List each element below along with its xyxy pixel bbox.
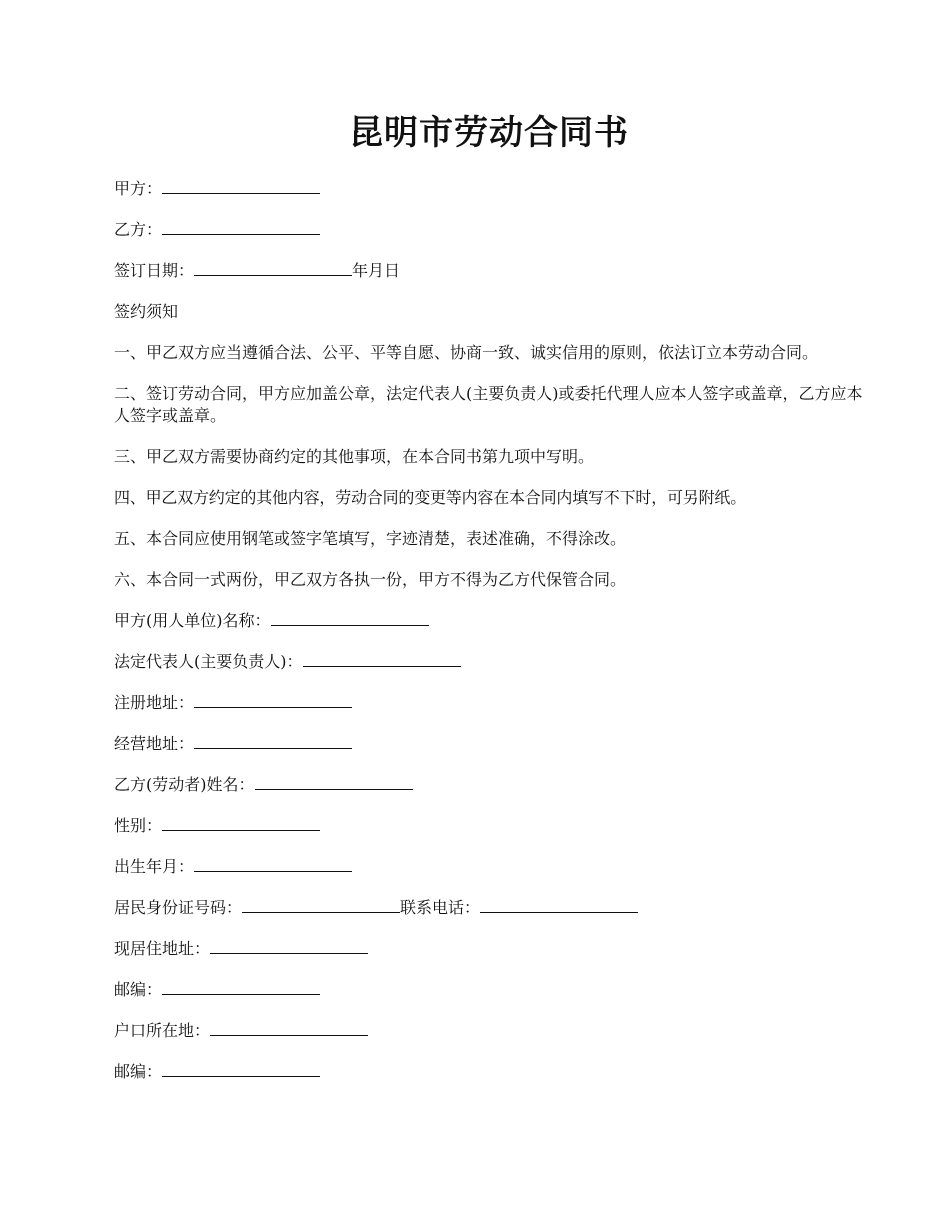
- postcode-line-1: [114, 979, 864, 1001]
- id-number-blank: [242, 898, 400, 913]
- notice-item-1: 一、甲乙双方应当遵循合法、公平、平等自愿、协商一致、诚实信用的原则，依法订立本劳动合同。: [114, 342, 819, 362]
- contract-page: [114, 110, 864, 1102]
- notice-item-2: 二、签订劳动合同，甲方应加盖公章，法定代表人(主要负责人)或委托代理人应本人签字或盖章，乙方应本人签字或盖章。: [114, 383, 863, 425]
- legal-rep-line: [114, 651, 864, 673]
- gender-label: 性别：: [114, 815, 163, 835]
- birth-line: [114, 856, 864, 878]
- postcode-label-2: 邮编：: [114, 1061, 163, 1081]
- party-a-line: [114, 178, 864, 200]
- reg-address-blank: [194, 693, 352, 708]
- sign-date-suffix: 年月日: [352, 260, 401, 280]
- phone-blank: [480, 898, 638, 913]
- postcode-blank-1: [162, 980, 320, 995]
- employer-name-line: [114, 610, 864, 632]
- gender-line: [114, 815, 864, 837]
- id-phone-line: [114, 897, 864, 919]
- worker-name-blank: [255, 775, 413, 790]
- biz-address-blank: [194, 734, 352, 749]
- current-address-label: 现居住地址：: [114, 938, 211, 958]
- hukou-blank: [210, 1021, 368, 1036]
- hukou-label: 户口所在地：: [114, 1020, 211, 1040]
- sign-date-line: [114, 260, 864, 282]
- worker-name-label: 乙方(劳动者)姓名：: [114, 774, 255, 794]
- current-address-blank: [210, 939, 368, 954]
- employer-name-label: 甲方(用人单位)名称：: [114, 610, 271, 630]
- id-number-label: 居民身份证号码：: [114, 897, 243, 917]
- biz-address-line: [114, 733, 864, 755]
- birth-label: 出生年月：: [114, 856, 195, 876]
- gender-blank: [162, 816, 320, 831]
- biz-address-label: 经营地址：: [114, 733, 195, 753]
- legal-rep-blank: [303, 652, 461, 667]
- sign-date-label: 签订日期：: [114, 260, 195, 280]
- birth-blank: [194, 857, 352, 872]
- postcode-line-2: [114, 1061, 864, 1083]
- notice-item-5: 五、本合同应使用钢笔或签字笔填写，字迹清楚，表述准确，不得涂改。: [114, 528, 627, 548]
- sign-date-blank: [194, 261, 352, 276]
- notice-heading: 签约须知: [114, 301, 179, 321]
- employer-name-blank: [271, 611, 429, 626]
- legal-rep-label: 法定代表人(主要负责人)：: [114, 651, 303, 671]
- worker-name-line: [114, 774, 864, 796]
- notice-item-3: 三、甲乙双方需要协商约定的其他事项，在本合同书第九项中写明。: [114, 446, 595, 466]
- reg-address-line: [114, 692, 864, 714]
- reg-address-label: 注册地址：: [114, 692, 195, 712]
- party-b-blank: [162, 220, 320, 235]
- party-a-label: 甲方：: [114, 178, 163, 198]
- postcode-blank-2: [162, 1062, 320, 1077]
- current-address-line: [114, 938, 864, 960]
- notice-item-4: 四、甲乙双方约定的其他内容，劳动合同的变更等内容在本合同内填写不下时，可另附纸。: [114, 487, 747, 507]
- postcode-label-1: 邮编：: [114, 979, 163, 999]
- party-b-label: 乙方：: [114, 219, 163, 239]
- party-a-blank: [162, 179, 320, 194]
- hukou-line: [114, 1020, 864, 1042]
- phone-label: 联系电话：: [400, 897, 481, 917]
- document-title: 昆明市劳动合同书: [349, 113, 629, 153]
- party-b-line: [114, 219, 864, 241]
- notice-item-6: 六、本合同一式两份，甲乙双方各执一份，甲方不得为乙方代保管合同。: [114, 569, 627, 589]
